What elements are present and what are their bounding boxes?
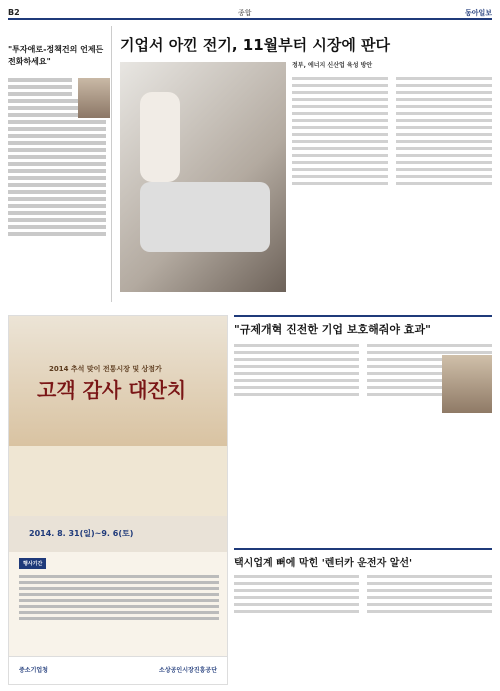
portrait-photo (442, 355, 492, 413)
section-label: 종합 (238, 9, 252, 17)
article-body-2 (234, 573, 492, 615)
advertisement (8, 315, 228, 685)
photo-figure (140, 92, 180, 182)
story-subhead: 정부, 에너지 신산업 육성 방안 (292, 62, 373, 69)
main-headline: 기업서 아낀 전기, 11월부터 시장에 판다 (120, 36, 391, 54)
ad-section-text (19, 572, 219, 623)
ad-kicker: 2014 추석 맞이 전통시장 및 상점가 (49, 365, 162, 373)
ad-sections (9, 552, 227, 662)
left-column (8, 26, 112, 302)
ad-date-strip (9, 516, 227, 552)
portrait-photo (78, 78, 110, 118)
ad-date-range: 2014. 8. 31(일)~9. 6(토) (29, 529, 134, 538)
photo-car (140, 182, 270, 252)
main-story-text (292, 60, 492, 298)
page-header (8, 6, 492, 20)
article-title-2: 택시업계 뻐에 막힌 '렌터카 운전자 알선' (234, 548, 492, 569)
interview-headline: "투자애로-정책건의 언제든 전화하세요" (8, 45, 104, 66)
publication-name: 동아일보 (464, 9, 492, 17)
ad-section-title: 행사기간 (19, 558, 46, 569)
sponsor-logo-right: 소상공인시장진흥공단 (159, 667, 217, 674)
ad-footer (9, 656, 227, 684)
sponsor-logo-left: 중소기업청 (19, 667, 48, 674)
ad-banner (9, 316, 227, 446)
right-column (234, 315, 492, 685)
story-body (292, 75, 492, 187)
ad-title: 고객 감사 대잔치 (37, 378, 187, 402)
page-number: B2 (8, 8, 20, 17)
ad-copy-panel (9, 446, 227, 516)
main-photo (120, 62, 286, 292)
article-title-1: "규제개혁 진전한 기업 보호해줘야 효과" (234, 315, 492, 337)
